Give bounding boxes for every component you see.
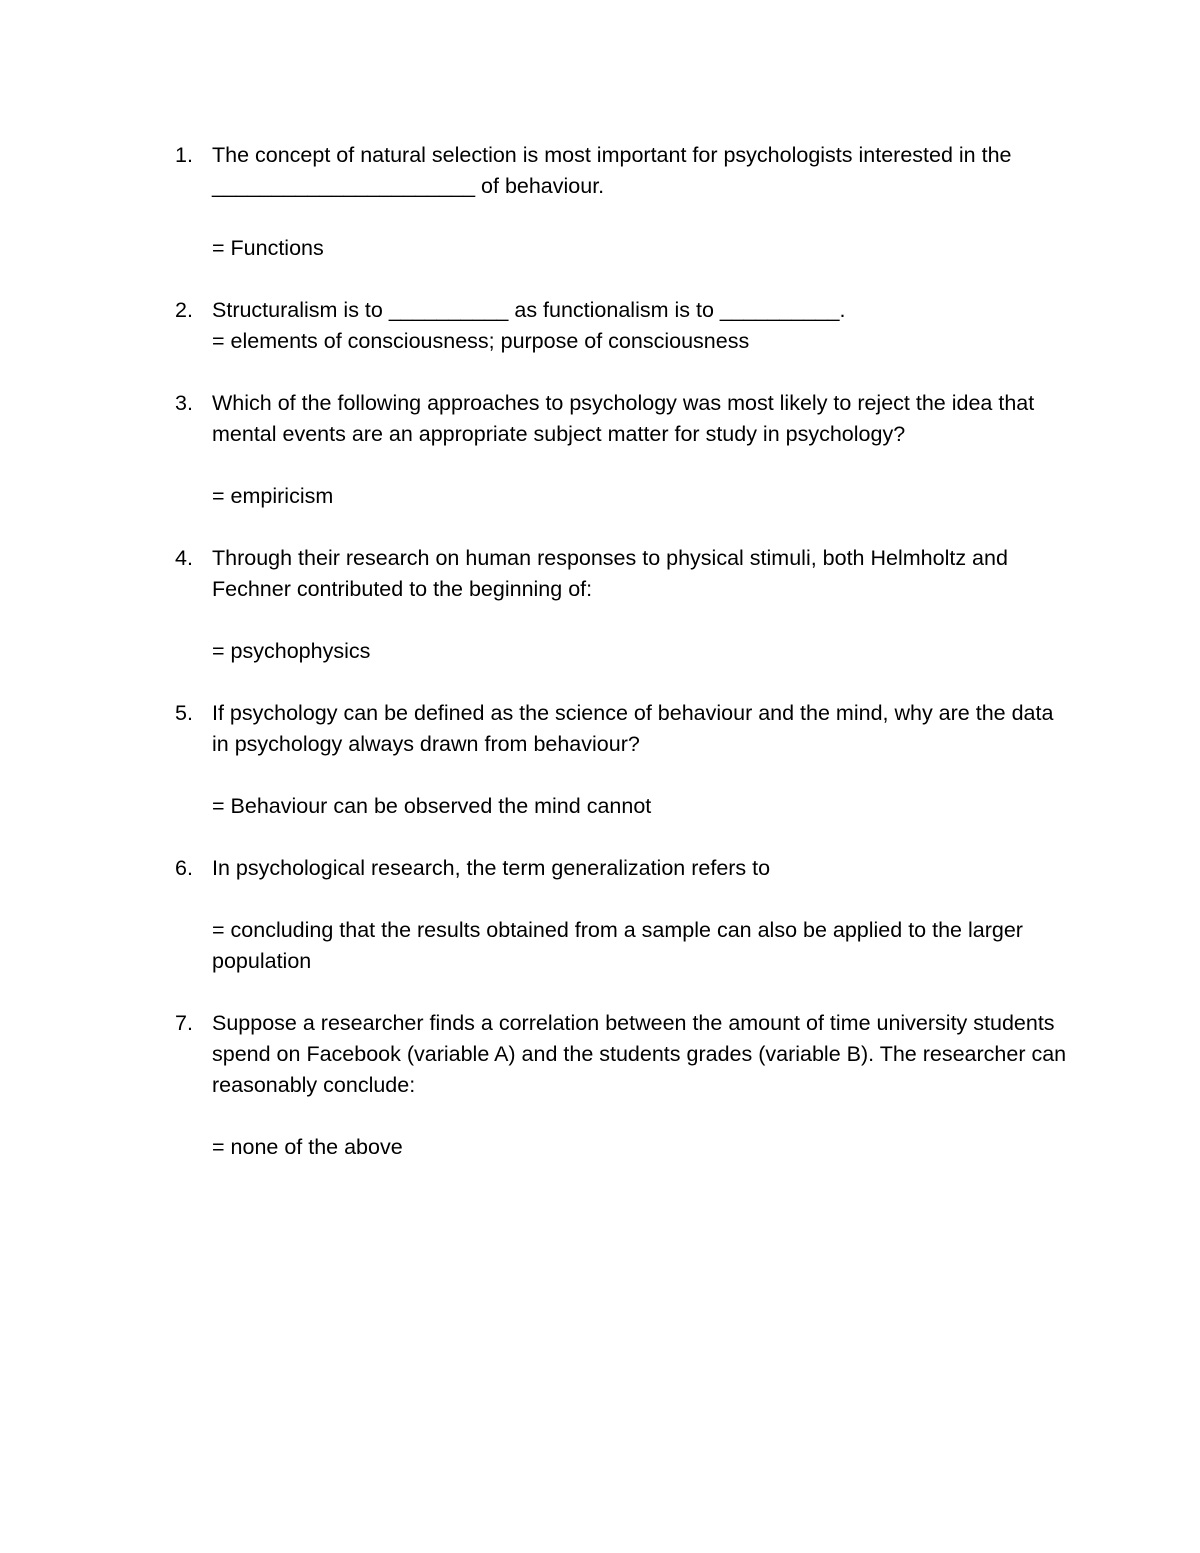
- question-text: Which of the following approaches to psychology was most likely to reject the idea that mental events are an appropriate subject matter for study in psychology?: [212, 391, 1041, 446]
- question-text: In psychological research, the term generalization refers to: [212, 856, 771, 880]
- question-item-2: [175, 295, 1072, 357]
- answer-text: = Behaviour can be observed the mind cannot: [212, 794, 652, 818]
- question-item-5: [175, 698, 1072, 822]
- question-list: [175, 140, 1073, 1194]
- question-number: 1.: [175, 143, 193, 167]
- question-number: 7.: [175, 1011, 193, 1035]
- question-number: 3.: [175, 391, 193, 415]
- answer-text: = elements of consciousness; purpose of consciousness: [212, 329, 750, 353]
- question-item-6: [175, 853, 1072, 977]
- question-number: 4.: [175, 546, 193, 570]
- answer-text: = empiricism: [212, 484, 334, 508]
- question-text: Through their research on human responses to physical stimuli, both Helmholtz and Fechner contributed to the beginning of:: [212, 546, 1014, 601]
- question-text: Structuralism is to __________ as functionalism is to __________.: [212, 298, 846, 322]
- question-item-3: [175, 388, 1072, 512]
- question-item-4: [175, 543, 1072, 667]
- question-number: 6.: [175, 856, 193, 880]
- question-text: Suppose a researcher finds a correlation between the amount of time university students spend on Facebook (variable A) and the students grades (variable B). The researcher can reasonably conclude:: [212, 1011, 1073, 1097]
- answer-text: = psychophysics: [212, 639, 371, 663]
- question-text: The concept of natural selection is most important for psychologists interested in the ______________________ of behaviour.: [212, 143, 1018, 198]
- answer-text: = Functions: [212, 236, 324, 260]
- question-item-7: [175, 1008, 1073, 1163]
- question-number: 5.: [175, 701, 193, 725]
- question-text: If psychology can be defined as the science of behaviour and the mind, why are the data in psychology always drawn from behaviour?: [212, 701, 1060, 756]
- answer-text: = concluding that the results obtained from a sample can also be applied to the larger population: [212, 918, 1029, 973]
- answer-text: = none of the above: [212, 1135, 403, 1159]
- question-item-1: [175, 140, 1072, 264]
- question-number: 2.: [175, 298, 193, 322]
